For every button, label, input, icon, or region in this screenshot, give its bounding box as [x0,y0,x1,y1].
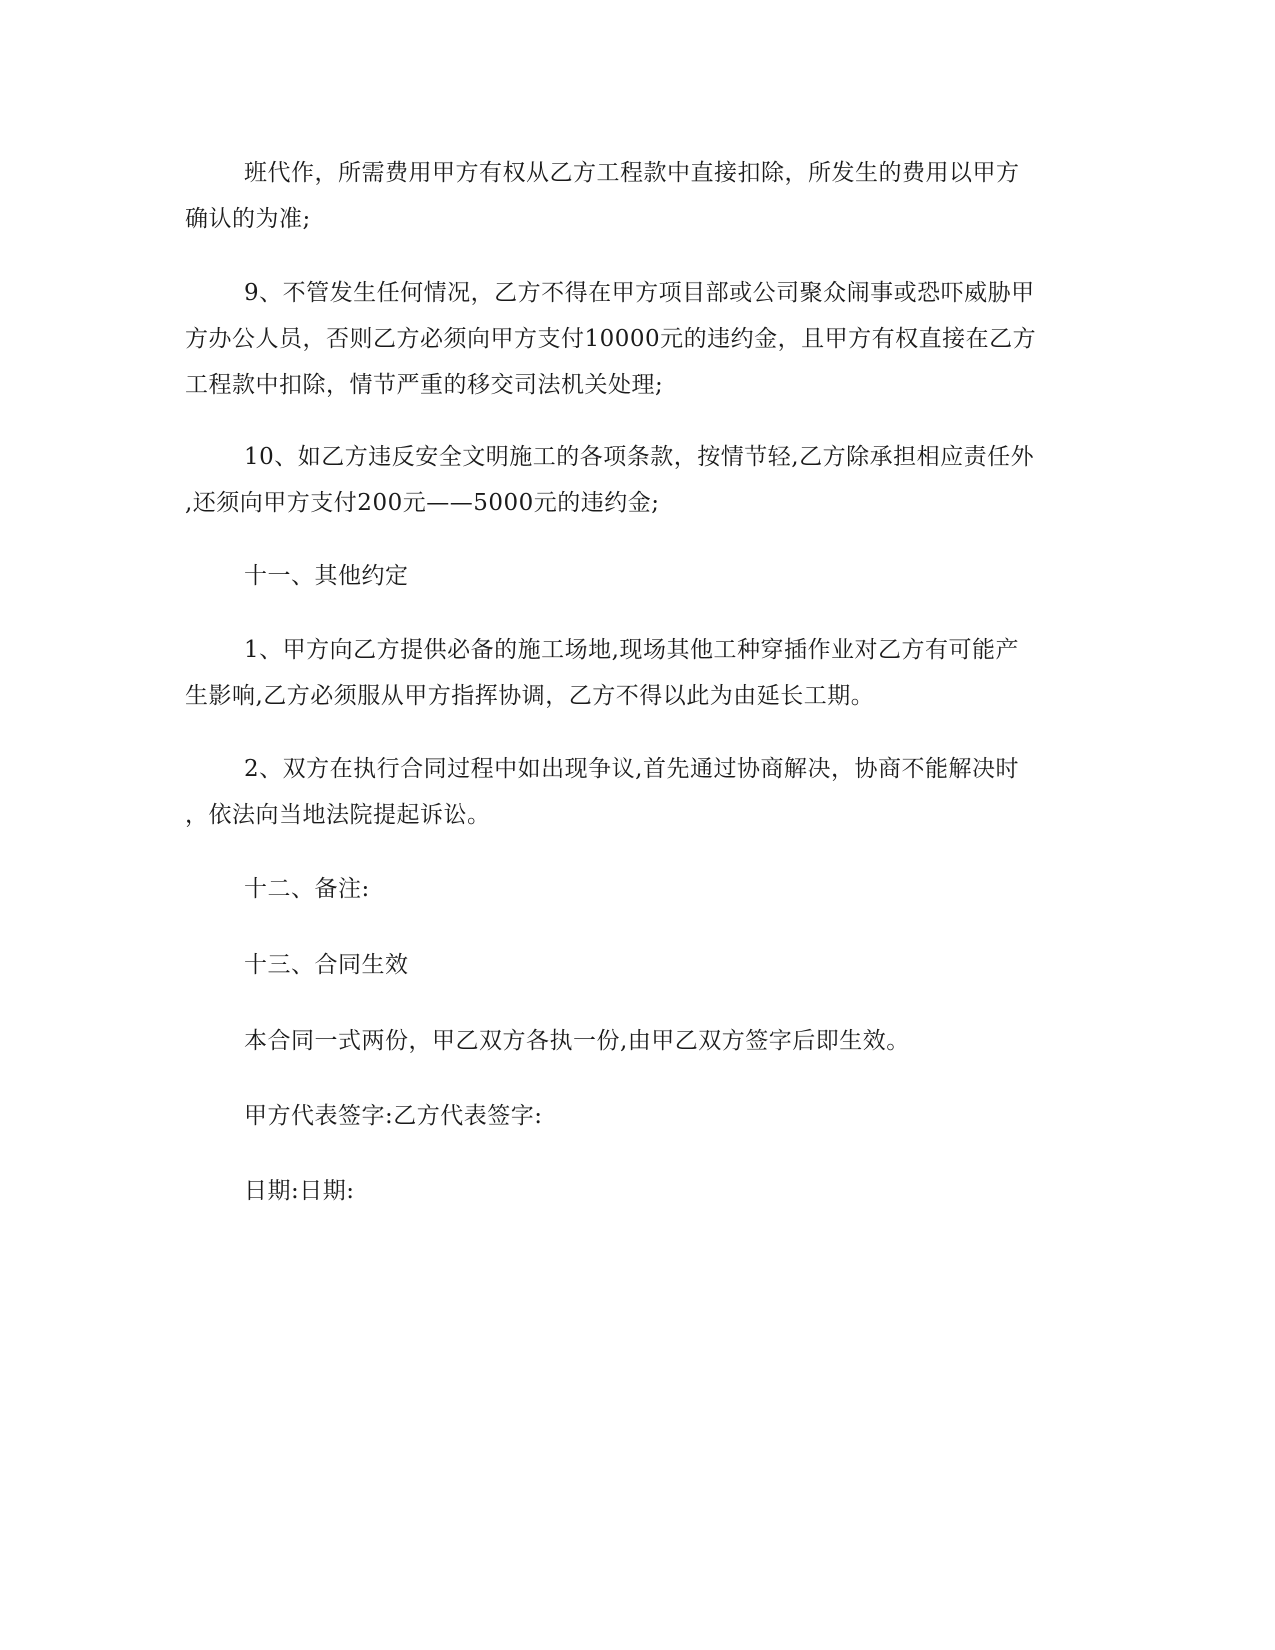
paragraph-clause-10 [185,434,1075,526]
paragraph-other-2 [185,746,1075,838]
text-line: 本合同一式两份，甲乙双方各执一份,由甲乙双方签字后即生效。 [244,1028,910,1054]
text-line: 1、甲方向乙方提供必备的施工场地,现场其他工种穿插作业对乙方有可能产 [244,637,1019,663]
text-line: 2、双方在执行合同过程中如出现争议,首先通过协商解决，协商不能解决时 [244,756,1019,782]
text-line: 方办公人员，否则乙方必须向甲方支付10000元的违约金，且甲方有权直接在乙方 [185,326,1037,352]
text-line: 十二、备注: [244,876,370,902]
text-line: 甲方代表签字:乙方代表签字: [244,1103,543,1129]
text-line: 9、不管发生任何情况，乙方不得在甲方项目部或公司聚众闹事或恐吓威胁甲 [244,280,1035,306]
section-heading-other-agreements [185,553,1075,599]
text-line: ,还须向甲方支付200元——5000元的违约金; [185,490,660,516]
section-heading-contract-effective [185,942,1075,988]
text-line: 10、如乙方违反安全文明施工的各项条款，按情节轻,乙方除承担相应责任外 [244,444,1035,470]
text-line: 日期:日期: [244,1178,355,1204]
text-line: 确认的为准; [185,206,311,232]
paragraph-clause-9 [185,270,1075,408]
text-line: 工程款中扣除，情节严重的移交司法机关处理; [185,372,664,398]
paragraph-other-1 [185,627,1075,719]
text-line: 生影响,乙方必须服从甲方指挥协调，乙方不得以此为由延长工期。 [185,683,875,709]
text-line: ，依法向当地法院提起诉讼。 [185,802,491,828]
text-line: 十一、其他约定 [244,563,409,589]
paragraph-fee-deduction [185,150,1075,242]
date-line [185,1168,1075,1214]
text-line: 班代作，所需费用甲方有权从乙方工程款中直接扣除，所发生的费用以甲方 [244,160,1020,186]
section-heading-remarks [185,866,1075,912]
paragraph-effective-clause [185,1018,1075,1064]
text-line: 十三、合同生效 [244,952,409,978]
signature-line [185,1093,1075,1139]
